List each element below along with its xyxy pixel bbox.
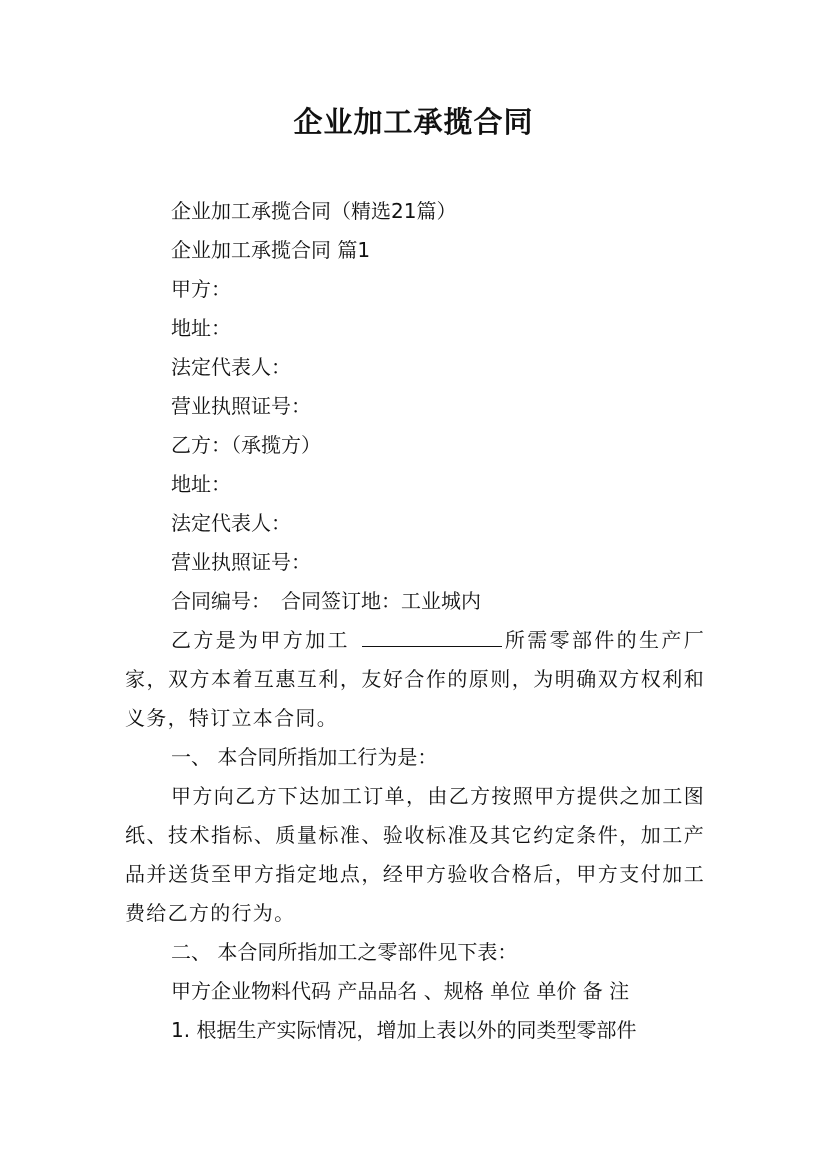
paragraph-purpose-lead: 乙方是为甲方加工 bbox=[171, 628, 350, 652]
list-item-1: 1. 根据生产实际情况，增加上表以外的同类型零部件 bbox=[171, 1018, 637, 1042]
doc-line-party-b: 乙方：（承揽方） bbox=[171, 433, 321, 457]
sign-place-label: 合同签订地：工业城内 bbox=[281, 589, 481, 613]
section-heading-2: 二、 本合同所指加工之零部件见下表： bbox=[171, 940, 518, 964]
doc-line-address-a: 地址： bbox=[171, 316, 231, 340]
paragraph-purpose-rest: 所需零部件的生产厂家，双方本着互惠互利，友好合作的原则，为明确双方权利和义务，特订立本合同。 bbox=[125, 628, 705, 730]
doc-line-legal-rep-b: 法定代表人： bbox=[171, 511, 291, 535]
doc-line-subtitle: 企业加工承揽合同（精选21篇） bbox=[171, 199, 457, 223]
doc-line-chapter: 企业加工承揽合同 篇1 bbox=[171, 238, 371, 262]
contract-no-label: 合同编号： bbox=[171, 589, 271, 613]
doc-line-license-a: 营业执照证号： bbox=[171, 394, 311, 418]
document-body bbox=[125, 192, 705, 1050]
doc-line-license-b: 营业执照证号： bbox=[171, 550, 311, 574]
doc-line-address-b: 地址： bbox=[171, 472, 231, 496]
document-title: 企业加工承揽合同 bbox=[293, 105, 534, 139]
doc-line-party-a: 甲方： bbox=[171, 277, 231, 301]
doc-line-legal-rep-a: 法定代表人： bbox=[171, 355, 291, 379]
table-header-line: 甲方企业物料代码 产品品名 、规格 单位 单价 备 注 bbox=[171, 979, 630, 1003]
paragraph-purpose bbox=[125, 621, 705, 738]
doc-line-contract-info bbox=[125, 582, 705, 621]
fill-in-blank bbox=[362, 624, 502, 647]
section-heading-1: 一、 本合同所指加工行为是： bbox=[171, 745, 438, 769]
paragraph-processing: 甲方向乙方下达加工订单，由乙方按照甲方提供之加工图纸、技术指标、质量标准、验收标准及其它约定条件，加工产品并送货至甲方指定地点，经甲方验收合格后，甲方支付加工费给乙方的行为。 bbox=[125, 784, 705, 925]
